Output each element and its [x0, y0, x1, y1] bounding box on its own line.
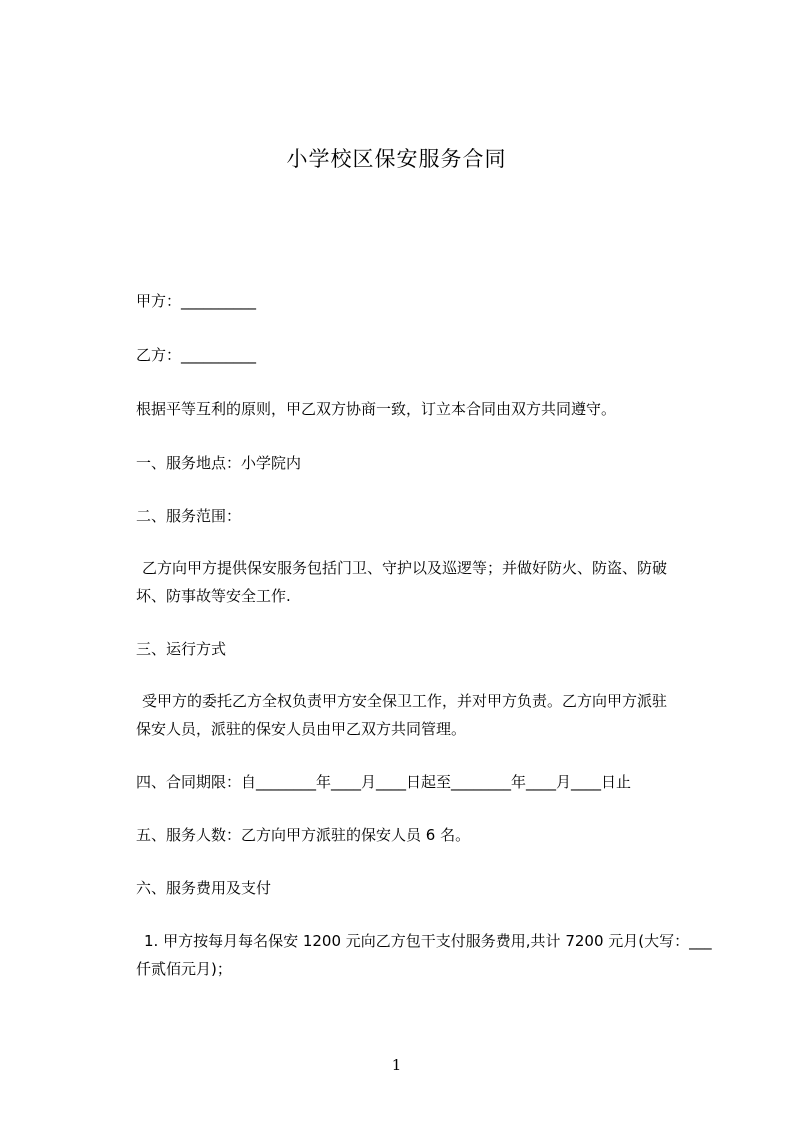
section-3-body: 受甲方的委托乙方全权负责甲方安全保卫工作，并对甲方负责。乙方向甲方派驻保安人员，派驻的保安人员由甲乙双方共同管理。	[136, 692, 668, 738]
section-3-heading: 三、运行方式	[136, 640, 227, 658]
section-1-service-location: 一、服务地点：小学院内	[136, 454, 302, 472]
section-4-contract-term: 四、合同期限：自________年____月____日起至________年____月____日止	[136, 773, 632, 791]
intro-paragraph: 根据平等互利的原则，甲乙双方协商一致，订立本合同由双方共同遵守。	[136, 400, 617, 418]
section-2-body: 乙方向甲方提供保安服务包括门卫、守护以及巡逻等；并做好防火、防盗、防破坏、防事故等安全工作.	[136, 559, 668, 605]
party-a-line: 甲方：__________	[136, 292, 257, 310]
section-5-staff-count: 五、服务人数：乙方向甲方派驻的保安人员 6 名。	[136, 826, 471, 844]
section-6-item-1: 1. 甲方按每月每名保安 1200 元向乙方包干支付服务费用,共计 7200 元月(大写：___仟贰佰元月)；	[136, 932, 712, 978]
party-b-line: 乙方：__________	[136, 346, 257, 364]
document-title: 小学校区保安服务合同	[286, 147, 507, 171]
page-number: 1	[391, 1056, 402, 1074]
section-6-heading: 六、服务费用及支付	[136, 879, 272, 897]
section-2-heading: 二、服务范围：	[136, 507, 242, 525]
